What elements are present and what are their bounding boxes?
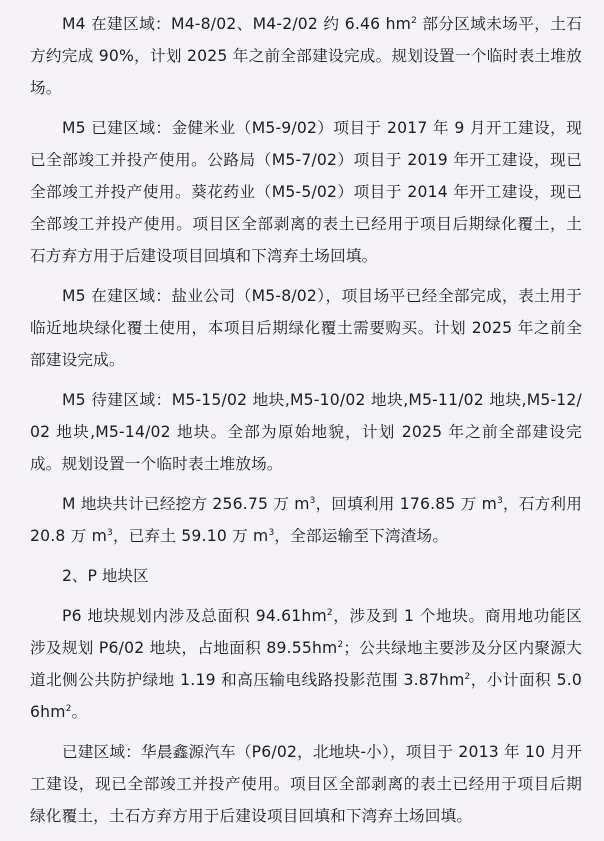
text-segment: ，小计面积 5.06hm xyxy=(30,671,582,721)
text-segment: ，回填利用 176.85 万 m xyxy=(315,495,498,513)
superscript: 3 xyxy=(309,495,316,506)
paragraph xyxy=(30,600,582,728)
section-heading: 2、P 地块区 xyxy=(62,567,149,585)
text-segment: 已建区域：华晨鑫源汽车（P6/02，北地块-小），项目于 2013 年 10 月开工建设，现已全部竣工并投产使用。项目区全部剥离的表土已经用于项目后期绿化覆土，土石方弃方用于后建设项目回填和下湾弃土场回填。 xyxy=(30,743,582,825)
text-segment: M5 在建区域：盐业公司（M5-8/02），项目场平已经全部完成，表土用于临近地块绿化覆土使用，本项目后期绿化覆土需要购买。计划 2025 年之前全部建设完成。 xyxy=(30,287,582,369)
text-segment: P6 地块规划内涉及总面积 94.61hm xyxy=(62,607,327,625)
superscript: 3 xyxy=(497,495,503,506)
text-segment: 。 xyxy=(71,703,88,721)
superscript: 2 xyxy=(411,15,417,26)
superscript: 3 xyxy=(268,527,275,538)
text-segment: ，涉及到 1 个地块。商用地功能区涉及规划 P6/02 地块，占地面积 89.55hm xyxy=(30,607,582,657)
paragraph xyxy=(30,736,582,832)
text-segment: M5 已建区域：金健米业（M5-9/02）项目于 2017 年 9 月开工建设，现已全部竣工并投产使用。公路局（M5-7/02）项目于 2019 年开工建设，现已全部竣工并投产使用。葵花药业（M5-5/02）项目于 2014 年开工建设，现已全部竣工并投产使用。项目区全部剥离的表土已经用于项目后期绿化覆土，土石方弃方用于后建设项目回填和下湾弃土场回填。 xyxy=(30,119,582,265)
superscript: 2 xyxy=(464,671,471,682)
text-segment: 部分区域未场平，土石方约完成 90%，计划 2025 年之前全部建设完成。规划设置一个临时表土堆放场。 xyxy=(30,15,582,97)
text-segment: M4 在建区域：M4-8/02、M4-2/02 约 6.46 hm xyxy=(62,15,412,33)
text-segment: M5 待建区域：M5-15/02 地块,M5-10/02 地块,M5-11/02 地块,M5-12/02 地块,M5-14/02 地块。全部为原始地貌，计划 2025 年之前全部建设完成。规划设置一个临时表土堆放场。 xyxy=(30,391,582,473)
paragraph xyxy=(30,280,582,376)
paragraph xyxy=(30,8,582,104)
paragraph xyxy=(30,384,582,480)
superscript: 2 xyxy=(326,607,333,618)
paragraph xyxy=(30,488,582,552)
text-segment: ，石方利用 20.8 万 m xyxy=(30,495,582,545)
superscript: 2 xyxy=(65,703,72,714)
document-body xyxy=(30,8,582,840)
text-segment: ；公共绿地主要涉及分区内聚源大道北侧公共防护绿地 1.19 和高压输电线路投影范围 3.87hm xyxy=(30,639,582,689)
p-block-paragraphs xyxy=(30,600,582,832)
m-block-paragraphs xyxy=(30,8,582,552)
paragraph xyxy=(30,112,582,272)
text-segment: ，全部运输至下湾渣场。 xyxy=(274,527,449,545)
text-segment: M 地块共计已经挖方 256.75 万 m xyxy=(62,495,310,513)
superscript: 2 xyxy=(337,639,344,650)
superscript: 3 xyxy=(107,527,113,538)
text-segment: ，已弃土 59.10 万 m xyxy=(112,527,269,545)
